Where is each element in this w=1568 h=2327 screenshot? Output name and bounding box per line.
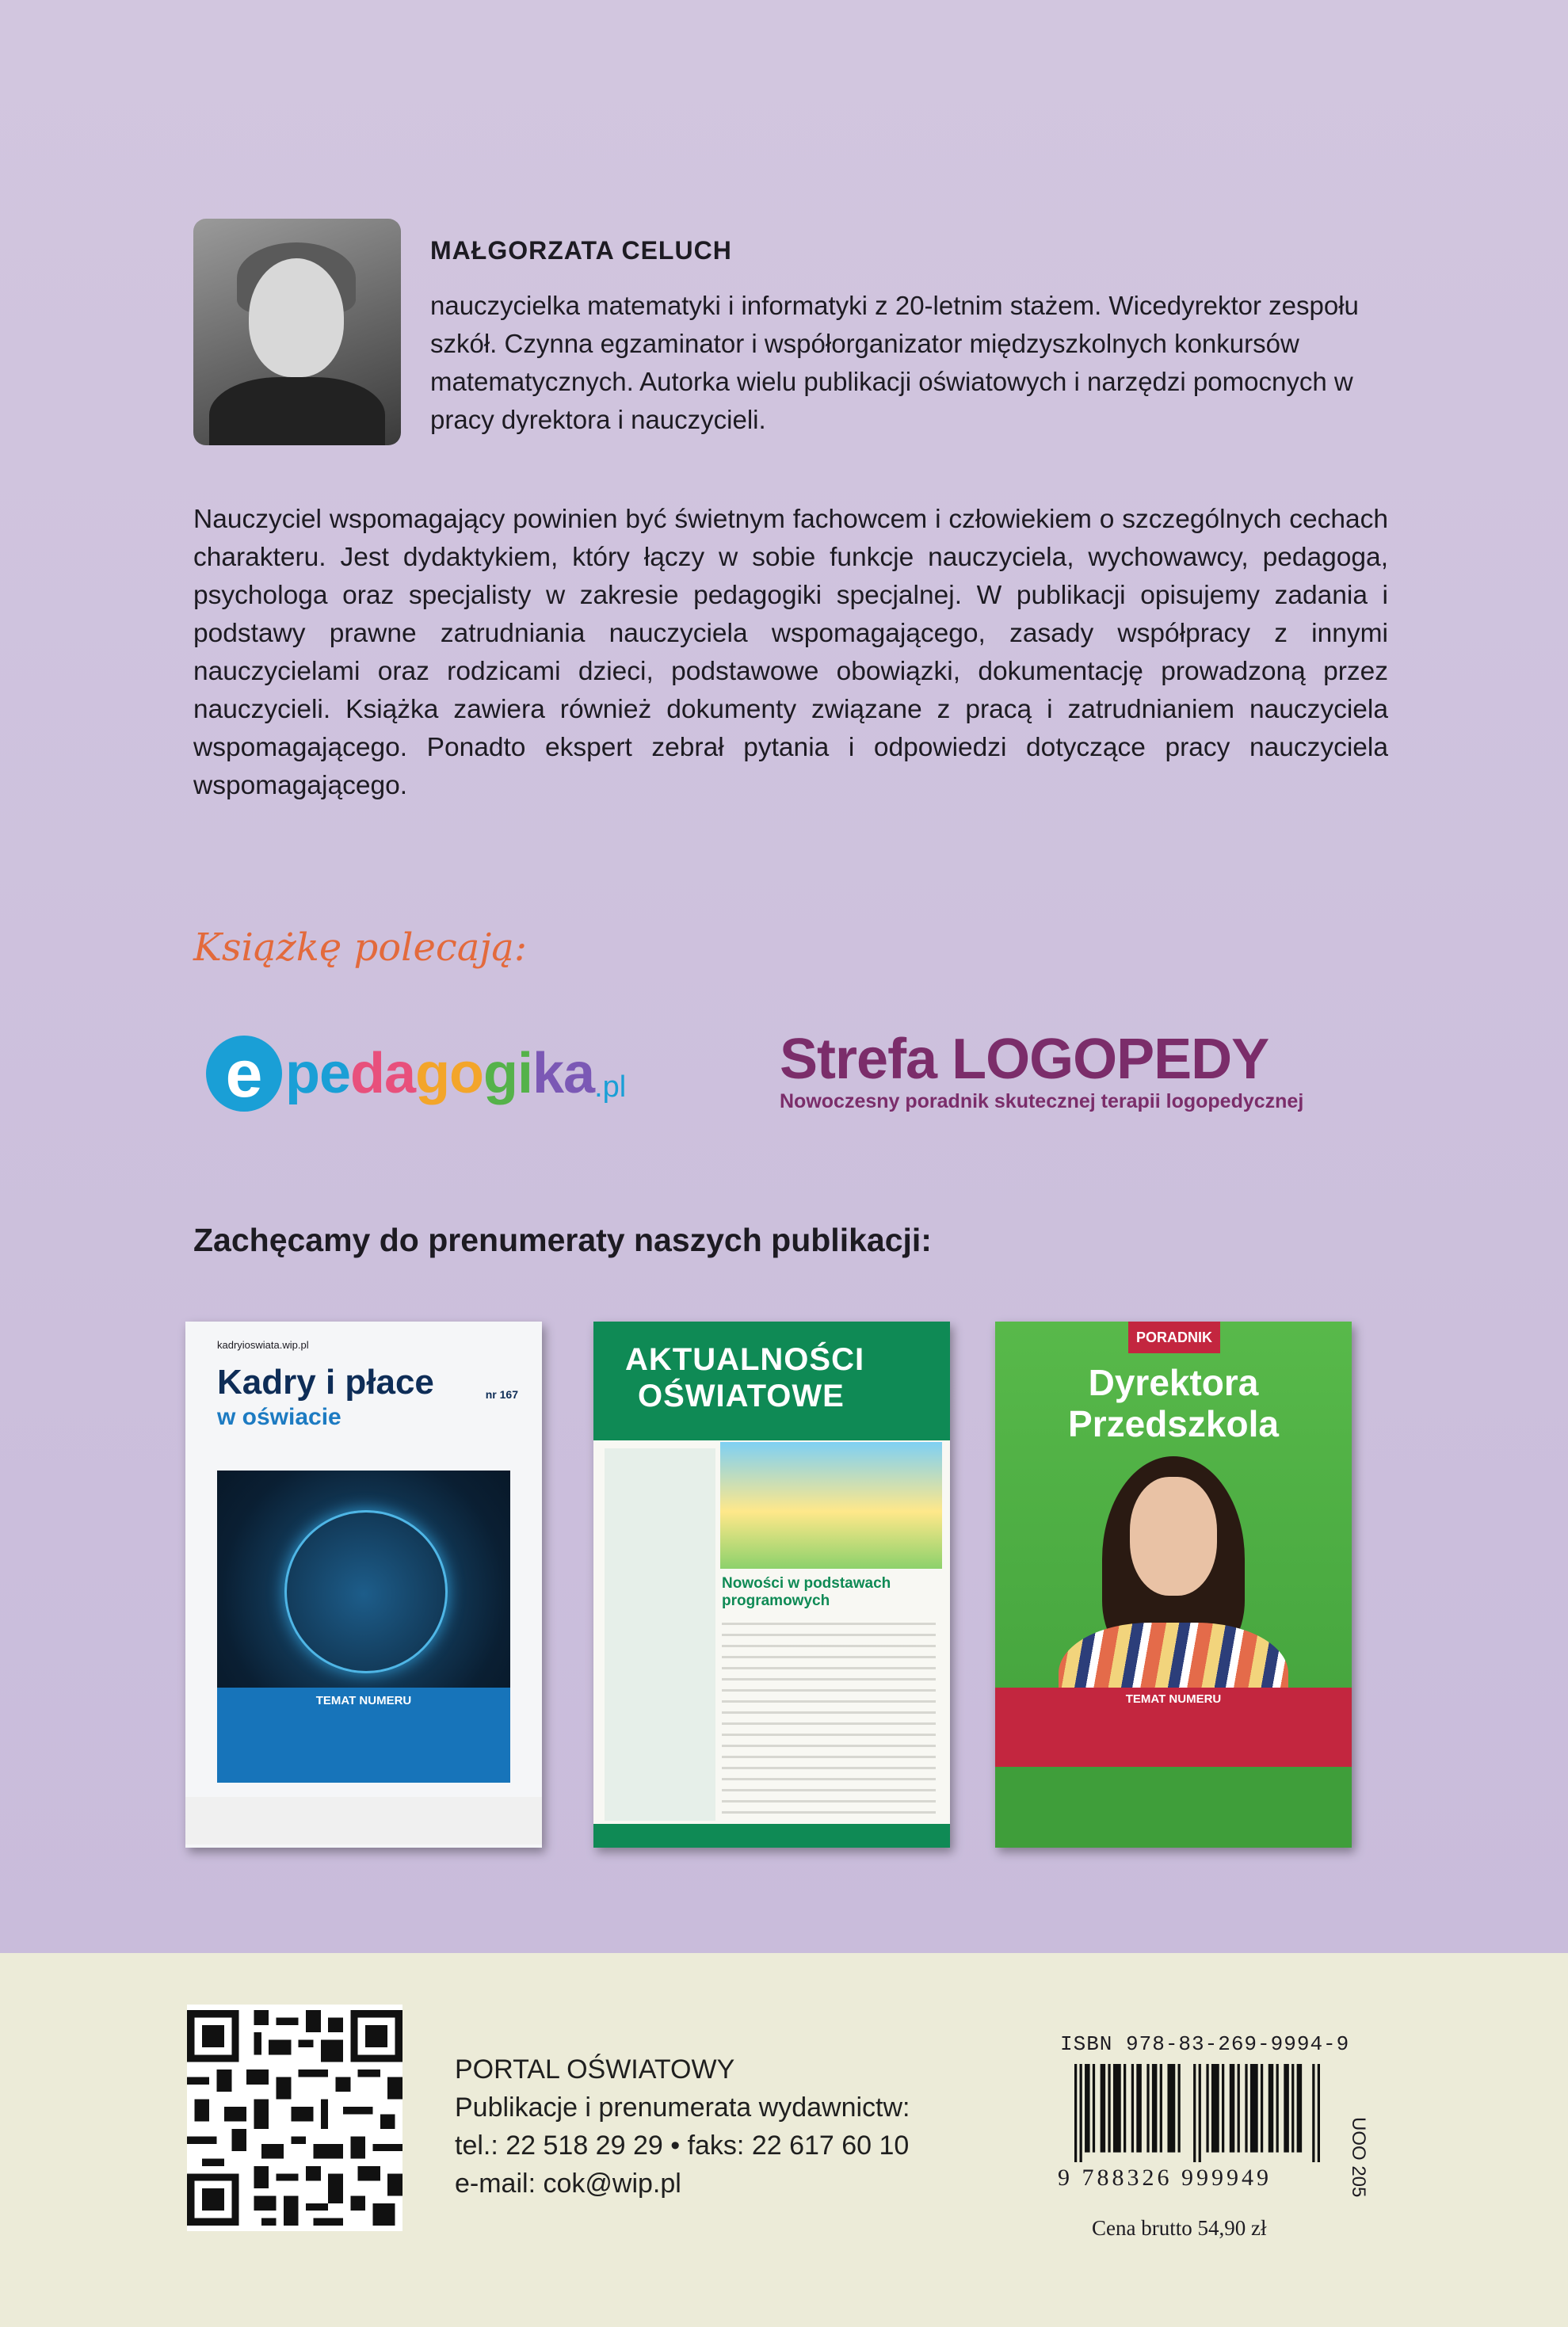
cover-toc: [605, 1448, 715, 1821]
publisher-name: PORTAL OŚWIATOWY: [455, 2054, 735, 2085]
isbn-label: ISBN 978-83-269-9994-9: [1060, 2032, 1350, 2056]
cover-site: kadryioswiata.wip.pl: [217, 1339, 309, 1351]
cover-illustration: [720, 1442, 942, 1569]
cover-title: Dyrektora: [1088, 1362, 1259, 1403]
magazine-cover-dyrektora: [995, 1322, 1352, 1848]
barcode-number: 9 788326 999949: [1058, 2165, 1272, 2191]
publisher-phone: tel.: 22 518 29 29 • faks: 22 617 60 10: [455, 2131, 910, 2161]
publisher-contact: [455, 2050, 910, 2203]
product-code: UOO 205: [1348, 2117, 1369, 2198]
cover-band: TEMAT NUMERU: [217, 1688, 510, 1783]
strefa-logopedy-logo: [780, 1027, 1303, 1113]
epedagogika-suffix: .pl: [594, 1070, 627, 1104]
cover-subtitle: OŚWIATOWE: [638, 1379, 845, 1413]
publisher-email[interactable]: e-mail: cok@wip.pl: [455, 2169, 681, 2199]
author-name: MAŁGORZATA CELUCH: [430, 236, 732, 265]
cover-subtitle: Przedszkola: [1068, 1403, 1279, 1444]
magazine-cover-kadry: [185, 1322, 542, 1848]
epedagogika-wordmark: pedagogika: [285, 1042, 595, 1105]
cover-issue: nr 167: [485, 1388, 518, 1401]
cover-band: TEMAT NUMERU: [995, 1688, 1352, 1767]
magazine-cover-aktualnosci: [593, 1322, 950, 1848]
recommend-label: Książkę polecają:: [193, 925, 528, 970]
strefa-subtitle: Nowoczesny poradnik skutecznej terapii logopedycznej: [780, 1090, 1304, 1112]
cover-title: Kadry i płace: [217, 1363, 434, 1402]
book-description: Nauczyciel wspomagający powinien być świetnym fachowcem i człowiekiem o szczególnych cechach charakteru. Jest dydaktykiem, który łączy w sobie funkcje nauczyciela, wychowawcy, pedagoga, psychologa oraz specjalisty w zakresie pedagogiki specjalnej. W publikacji opisujemy zadania i podstawy prawne zatrudniania nauczyciela wspomagającego, zasady współpracy z innymi nauczycielami oraz rodzicami dzieci, podstawowe obowiązki, dokumentację prowadzoną przez nauczycieli. Książka zawiera również dokumenty związane z pracą i zatrudnianiem nauczyciela wspomagającego. Ponadto ekspert zebrał pytania i odpowiedzi dotyczące pracy nauczyciela wspomagającego.: [193, 505, 1388, 800]
epedagogika-e-icon: e: [206, 1036, 282, 1112]
author-photo: [193, 219, 401, 445]
cover-photo: [1130, 1477, 1217, 1596]
strefa-title: Strefa LOGOPEDY: [780, 1028, 1269, 1091]
cover-article-title: Nowości w podstawach programowych: [722, 1575, 891, 1609]
cover-title: AKTUALNOŚCI: [625, 1342, 865, 1377]
price-label: Cena brutto 54,90 zł: [1092, 2216, 1267, 2240]
cover-subtitle: w oświacie: [217, 1404, 341, 1430]
author-bio: nauczycielka matematyki i informatyki z 20-letnim stażem. Wicedyrektor zespołu szkół. Czynna egzaminator i współorganizator międzyszkolnych konkursów matematycznych. Autorka wielu publikacji oświatowych i narzędzi pomocnych w pracy dyrektora i nauczycieli.: [430, 291, 1359, 434]
epedagogika-logo: [206, 1030, 626, 1117]
qr-code-icon: [187, 2005, 402, 2231]
cover-tag: PORADNIK: [1128, 1322, 1220, 1353]
publisher-subscription: Publikacje i prenumerata wydawnictw:: [455, 2092, 910, 2123]
subscribe-heading: Zachęcamy do prenumeraty naszych publikacji:: [193, 1222, 932, 1258]
barcode-icon: [1074, 2064, 1320, 2162]
